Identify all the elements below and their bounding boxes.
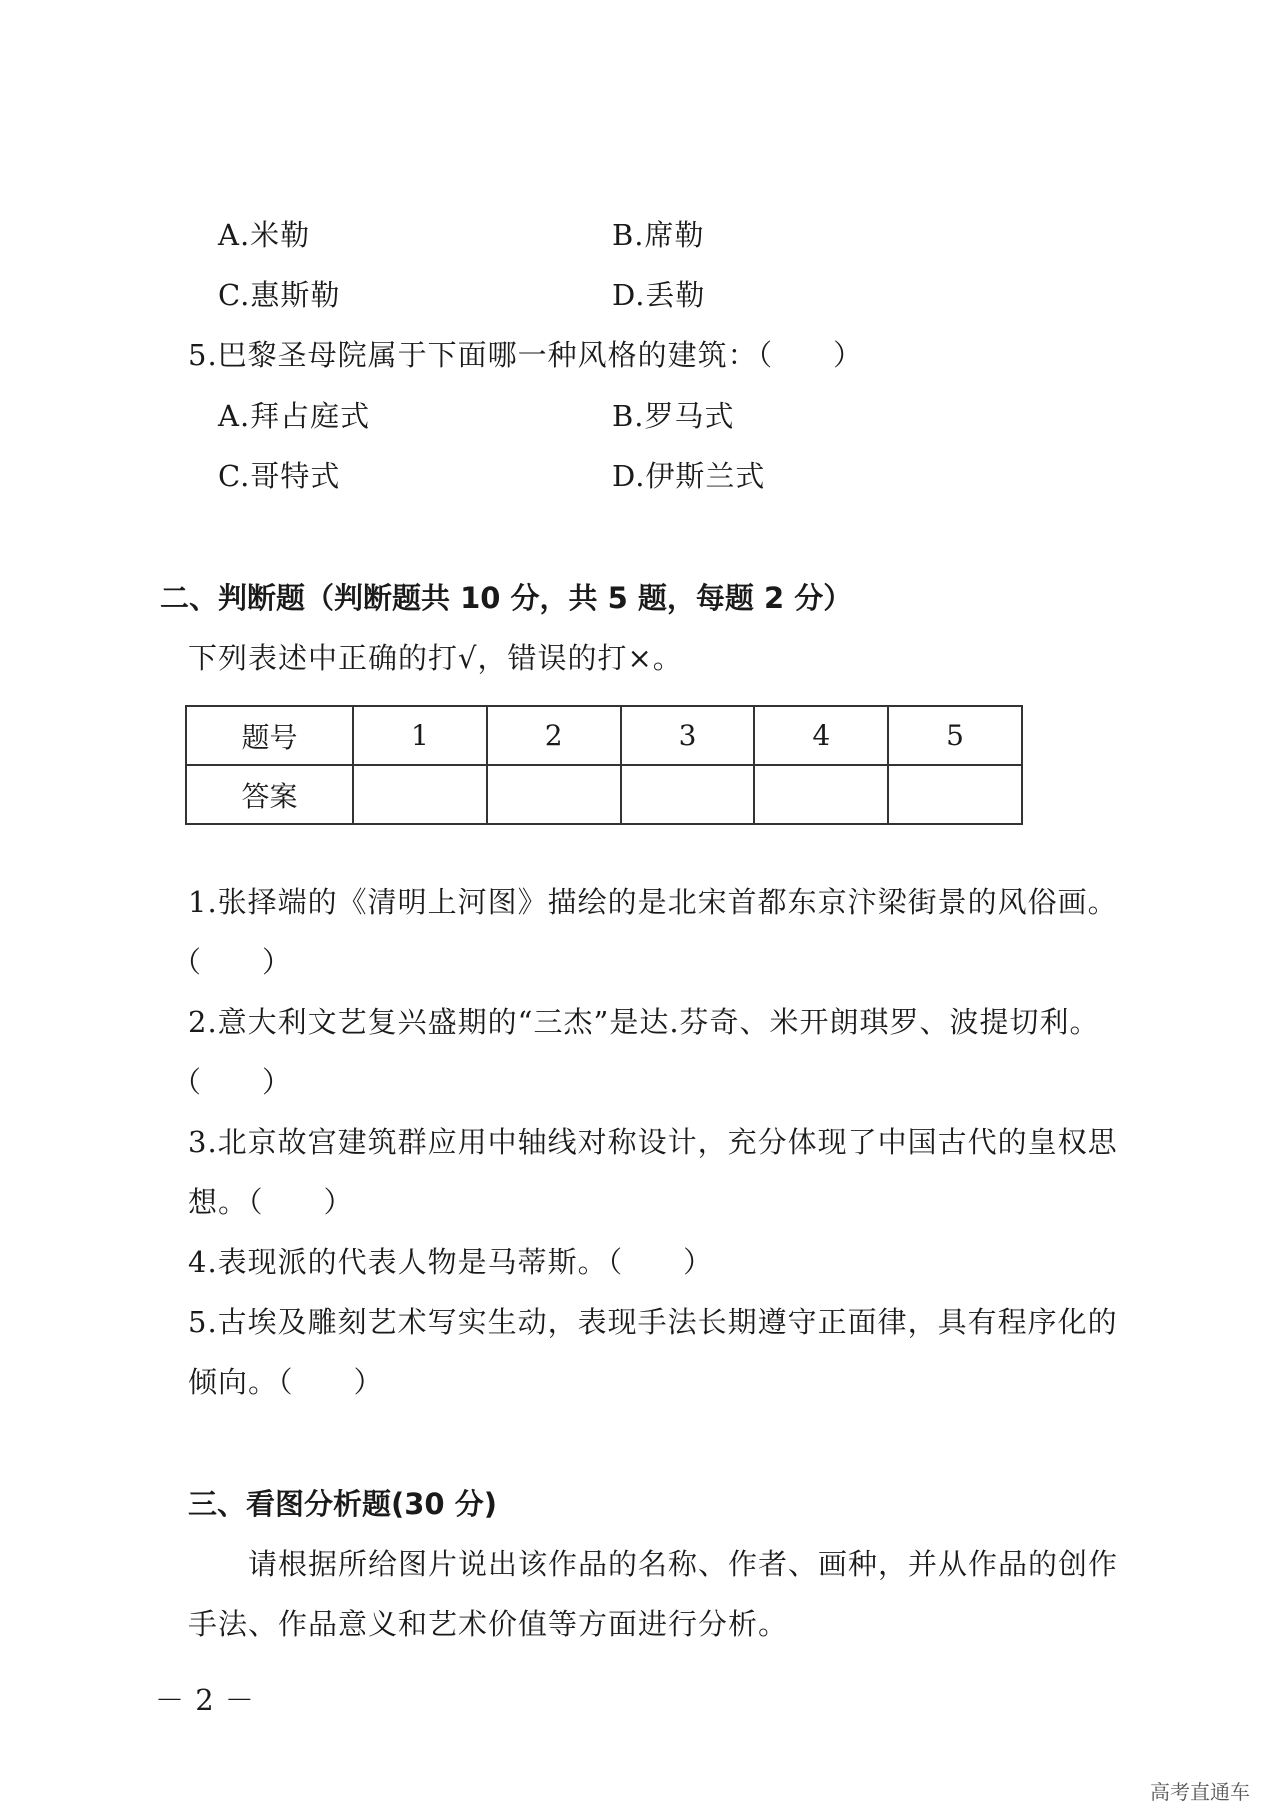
q4-option-c: C.惠斯勒 xyxy=(218,278,341,312)
section3-paragraph-line2: 手法、作品意义和艺术价值等方面进行分析。 xyxy=(188,1607,789,1641)
q4-option-d: D.丢勒 xyxy=(612,278,706,312)
table-answer-cell xyxy=(754,765,888,824)
judgement-item-1-blank: （ ） xyxy=(172,945,293,979)
table-label-answer: 答案 xyxy=(186,765,353,824)
judgement-item-2-blank: （ ） xyxy=(172,1065,293,1099)
judgement-item-2: 2.意大利文艺复兴盛期的“三杰”是达.芬奇、米开朗琪罗、波提切利。 xyxy=(188,1005,1100,1039)
q5-option-b: B.罗马式 xyxy=(612,399,735,433)
q5-stem: 5.巴黎圣母院属于下面哪一种风格的建筑：（ ） xyxy=(188,338,864,372)
section3-heading: 三、看图分析题(30 分) xyxy=(188,1487,497,1521)
table-answer-cell xyxy=(353,765,487,824)
table-answer-cell xyxy=(888,765,1022,824)
answer-table xyxy=(185,705,1023,825)
answer-table-number-row xyxy=(186,706,1022,765)
table-answer-cell xyxy=(621,765,755,824)
q5-option-c: C.哥特式 xyxy=(218,459,341,493)
table-number-cell: 4 xyxy=(754,706,888,765)
watermark-label: 高考直通车 xyxy=(1150,1780,1250,1804)
table-answer-cell xyxy=(487,765,621,824)
table-number-cell: 2 xyxy=(487,706,621,765)
table-number-cell: 1 xyxy=(353,706,487,765)
section2-heading: 二、判断题（判断题共 10 分，共 5 题，每题 2 分） xyxy=(160,581,853,615)
page-number: － 2 － xyxy=(155,1683,255,1717)
judgement-item-3-cont: 想。（ ） xyxy=(188,1185,354,1219)
q5-option-d: D.伊斯兰式 xyxy=(612,459,766,493)
judgement-item-1: 1.张择端的《清明上河图》描绘的是北宋首都东京汴梁街景的风俗画。 xyxy=(188,885,1118,919)
table-number-cell: 5 xyxy=(888,706,1022,765)
q5-option-a: A.拜占庭式 xyxy=(218,399,371,433)
answer-table-answer-row xyxy=(186,765,1022,824)
table-number-cell: 3 xyxy=(621,706,755,765)
judgement-item-3: 3.北京故宫建筑群应用中轴线对称设计，充分体现了中国古代的皇权思 xyxy=(188,1125,1118,1159)
judgement-item-4: 4.表现派的代表人物是马蒂斯。（ ） xyxy=(188,1245,714,1279)
section3-paragraph-line1: 请根据所给图片说出该作品的名称、作者、画种，并从作品的创作 xyxy=(248,1547,1119,1581)
judgement-item-5-cont: 倾向。（ ） xyxy=(188,1365,384,1399)
q4-option-b: B.席勒 xyxy=(612,218,705,252)
section2-instruction: 下列表述中正确的打√，错误的打×。 xyxy=(188,641,683,675)
q4-option-a: A.米勒 xyxy=(218,218,311,252)
table-label-number: 题号 xyxy=(186,706,353,765)
judgement-item-5: 5.古埃及雕刻艺术写实生动，表现手法长期遵守正面律，具有程序化的 xyxy=(188,1305,1118,1339)
